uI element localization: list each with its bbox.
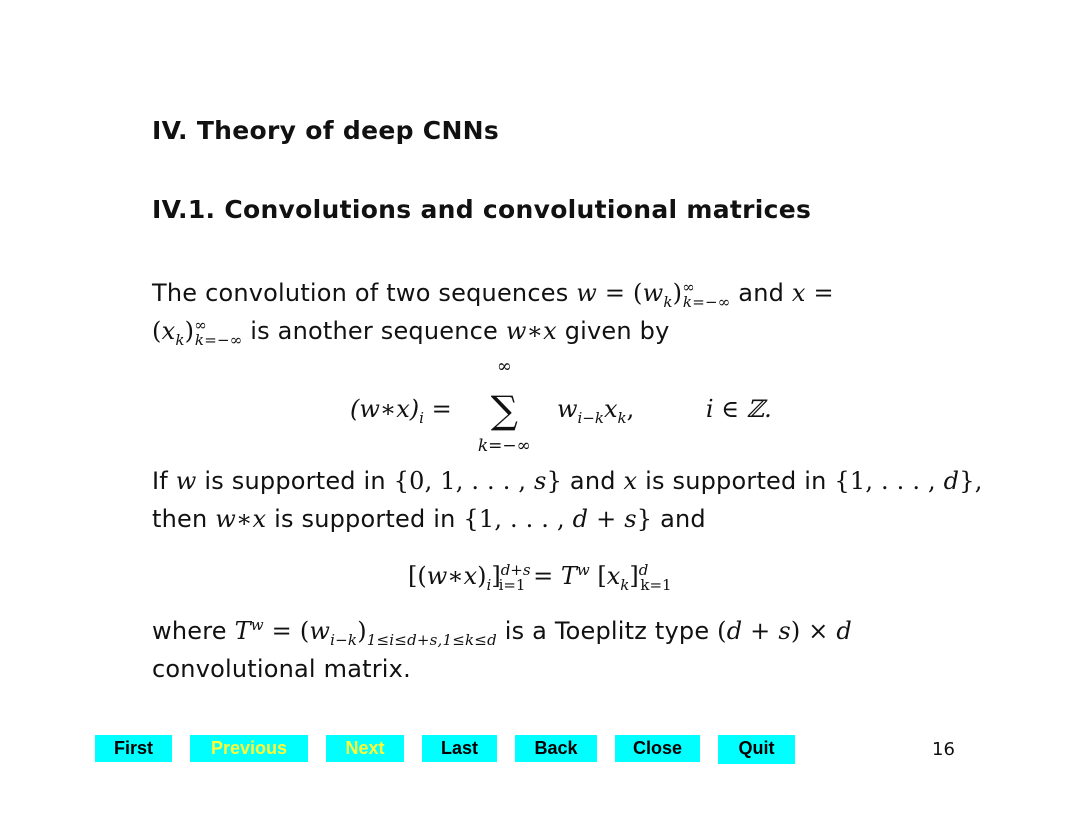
eq-lhs: (w∗x): [350, 395, 420, 423]
eq-lhs-sub: i: [419, 408, 424, 427]
sum-symbol: ∑: [490, 388, 518, 432]
text-span: where: [152, 617, 227, 645]
close-button[interactable]: Close: [615, 735, 700, 762]
sum-lower: k=−∞: [477, 436, 531, 456]
summation: [459, 356, 549, 456]
last-button[interactable]: Last: [422, 735, 497, 762]
eq-condition: i ∈ ℤ.: [705, 395, 772, 423]
first-button[interactable]: First: [95, 735, 172, 762]
next-button[interactable]: Next: [326, 735, 404, 762]
eq-term-w-sub: i−k: [577, 408, 604, 427]
text-span: is a Toeplitz type: [504, 617, 710, 645]
eq-term-w: w: [556, 395, 578, 423]
matrix-equation: $[(w∗x)_i]^{d+s}_{i=1} = T^w$ $[x_k]^d_{k=1}$: [408, 561, 672, 594]
back-button[interactable]: Back: [515, 735, 597, 762]
text-span: is another sequence: [250, 317, 499, 345]
text-span: is supported in: [645, 467, 827, 495]
paragraph-toeplitz: where $T^w = (w_{i-k})_{1\le i\le d+s,1\le k\le d}$ is a Toeplitz type (d + s) × d convolutional matrix.: [152, 616, 852, 683]
text-span: given by: [564, 317, 670, 345]
text-span: convolutional matrix.: [152, 655, 411, 683]
text-span: is supported in: [204, 467, 386, 495]
eq-comma: ,: [626, 395, 635, 423]
eq-equals: =: [423, 395, 460, 423]
eq-term-x: x: [603, 395, 618, 423]
section-title: IV. Theory of deep CNNs: [152, 116, 500, 145]
text-span: then: [152, 505, 208, 533]
text-span: and: [660, 505, 706, 533]
paragraph-convolution-def: The convolution of two sequences $w = (w_k)^\infty_{k=-\infty}$ and x = $(x_k)^\infty_{k=-\infty}$ is another sequence w∗x given by: [152, 278, 834, 349]
text-span: If: [152, 467, 168, 495]
eq-term-x-sub: k: [617, 408, 627, 427]
paragraph-support: If w is supported in {0, 1, . . . , s} and x is supported in {1, . . . , d}, then w∗x is supported in {1, . . . , d + s} and: [152, 467, 983, 533]
convolution-equation: [350, 356, 772, 456]
text-span: and: [738, 279, 785, 307]
text-span: and: [569, 467, 616, 495]
sum-upper: ∞: [496, 356, 512, 377]
text-span: The convolution of two sequences: [152, 279, 569, 307]
quit-button[interactable]: Quit: [718, 735, 795, 764]
previous-button[interactable]: Previous: [190, 735, 308, 762]
text-span: is supported in: [274, 505, 456, 533]
subsection-title: IV.1. Convolutions and convolutional matrices: [152, 195, 812, 224]
page-number: 16: [932, 739, 955, 760]
